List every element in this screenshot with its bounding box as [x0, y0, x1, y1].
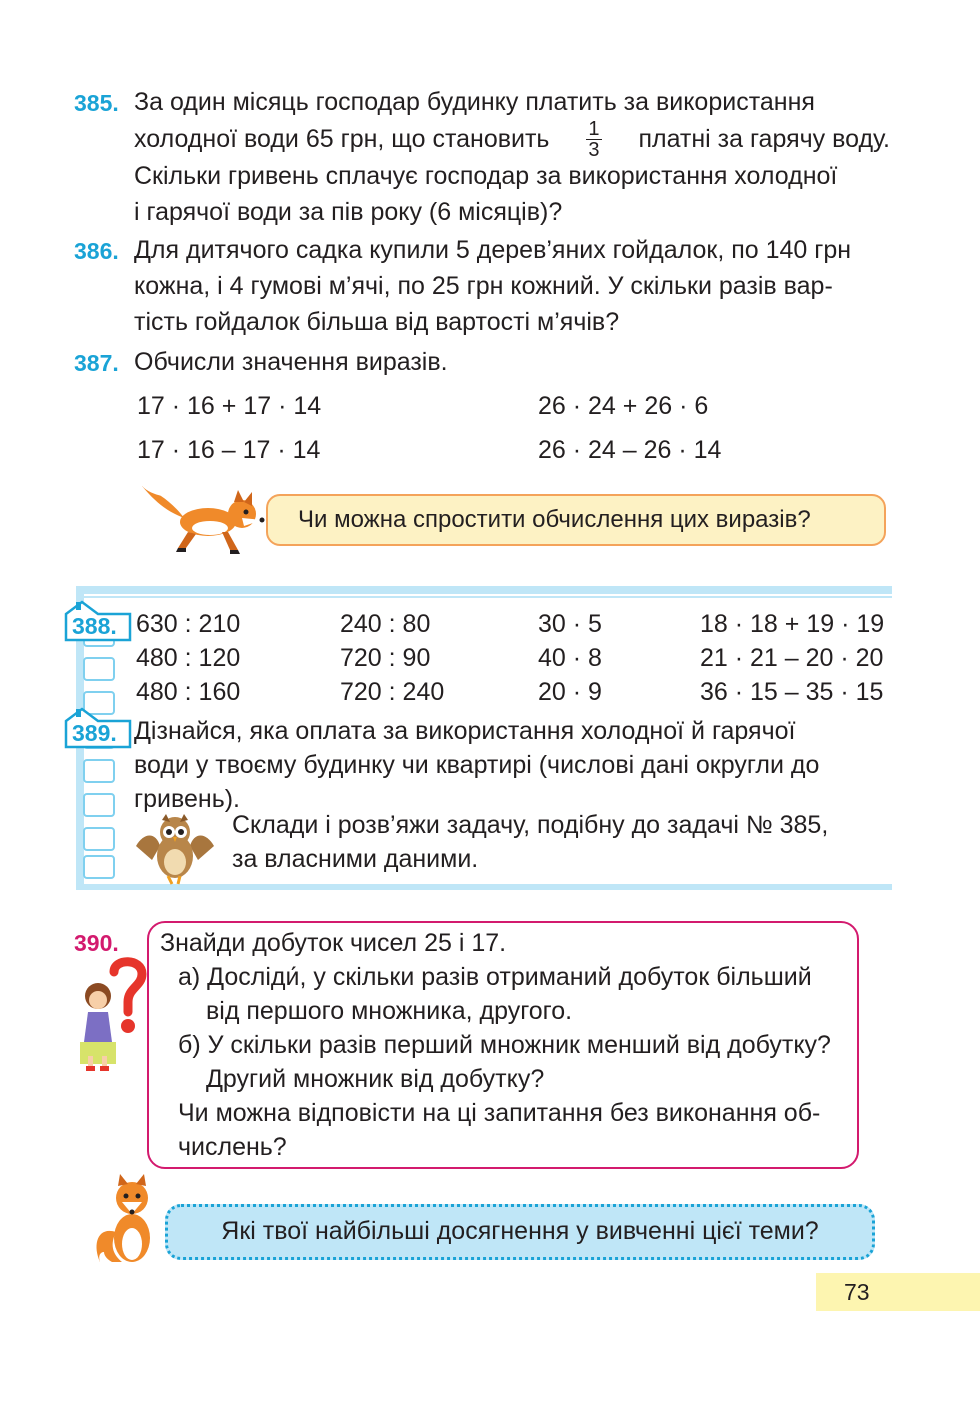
- owl-task-line: Склади і розв’яжи задачу, подібну до задачі № 385,: [232, 811, 829, 839]
- fox-illustration: [138, 478, 266, 558]
- expression: 630 : 210: [136, 610, 241, 638]
- task-385-line: Скільки гривень сплачує господар за використання холодної: [134, 162, 838, 190]
- expression: 240 : 80: [340, 610, 431, 638]
- task-387-text: Обчисли значення виразів.: [134, 348, 448, 376]
- task-390-line: Знайди добуток чисел 25 і 17.: [160, 929, 507, 957]
- expression: 30 · 5: [538, 610, 602, 638]
- expression: 480 : 160: [136, 678, 241, 706]
- task-390-line: Чи можна відповісти на ці запитання без виконання об-: [178, 1099, 821, 1127]
- task-389-line: гривень).: [134, 785, 240, 813]
- task-385-text: [134, 84, 890, 230]
- task-number-389: 389.: [72, 720, 117, 746]
- task-389-text: [134, 714, 890, 816]
- page-number: 73: [816, 1273, 980, 1311]
- sitting-fox-illustration: [92, 1174, 164, 1266]
- task-number-387: 387.: [74, 350, 119, 376]
- task-385-line: холодної води 65 грн, що становить: [134, 125, 550, 153]
- task-389-line: Дізнайся, яка оплата за використання холодної й гарячої: [134, 717, 796, 745]
- task-385-line: платні за гарячу воду.: [638, 125, 890, 153]
- fraction-numerator: 1: [588, 117, 600, 140]
- task-number-390: 390.: [74, 930, 119, 956]
- expression: 40 · 8: [538, 644, 602, 672]
- task-390-line: б) У скільки разів перший множник менший від добутку?: [178, 1031, 831, 1059]
- expression: 26 · 24 + 26 · 6: [538, 392, 709, 420]
- task-number-386: 386.: [74, 238, 119, 264]
- expression: 480 : 120: [136, 644, 241, 672]
- task-389-line: води у твоєму будинку чи квартирі (числові дані округли до: [134, 751, 820, 779]
- task-number-385: 385.: [74, 90, 119, 116]
- expression: 17 · 16 – 17 · 14: [137, 436, 321, 464]
- task-number-388: 388.: [72, 613, 117, 639]
- task-385-line: і гарячої води за пів року (6 місяців)?: [134, 198, 563, 226]
- girl-with-question-mark-illustration: [74, 956, 148, 1074]
- task-390-line: числень?: [178, 1133, 287, 1161]
- expression: 36 · 15 – 35 · 15: [700, 678, 884, 706]
- task-385-line-with-fraction: [134, 117, 890, 161]
- task-386-text: [134, 232, 890, 340]
- task-385-line: За один місяць господар будинку платить за використання: [134, 88, 815, 116]
- owl-illustration: [130, 812, 220, 886]
- task-390-line: Другий множник від добутку?: [206, 1065, 545, 1093]
- owl-task-line: за власними даними.: [232, 845, 479, 873]
- fraction-denominator: 3: [588, 138, 600, 161]
- expression: 21 · 21 – 20 · 20: [700, 644, 884, 672]
- fox-speech-bubble: Чи можна спростити обчислення цих виразів?: [266, 494, 886, 546]
- expression: 17 · 16 + 17 · 14: [137, 392, 322, 420]
- fraction-one-third: [586, 119, 601, 160]
- final-question-bubble: Які твої найбільші досягнення у вивченні цієї теми?: [165, 1204, 875, 1260]
- task-390-line: а) Досліди́, у скільки разів отриманий добуток більший: [178, 963, 812, 991]
- task-386-line: тість гойдалок більша від вартості м’ячів?: [134, 308, 620, 336]
- expression: 720 : 90: [340, 644, 431, 672]
- expression: 720 : 240: [340, 678, 445, 706]
- expression: 26 · 24 – 26 · 14: [538, 436, 722, 464]
- task-386-line: кожна, і 4 гумові м’ячі, по 25 грн кожний. У скільки разів вар-: [134, 272, 833, 300]
- task-390-line: від першого множника, другого.: [206, 997, 573, 1025]
- expression: 20 · 9: [538, 678, 602, 706]
- expression: 18 · 18 + 19 · 19: [700, 610, 885, 638]
- task-386-line: Для дитячого садка купили 5 дерев’яних гойдалок, по 140 грн: [134, 236, 852, 264]
